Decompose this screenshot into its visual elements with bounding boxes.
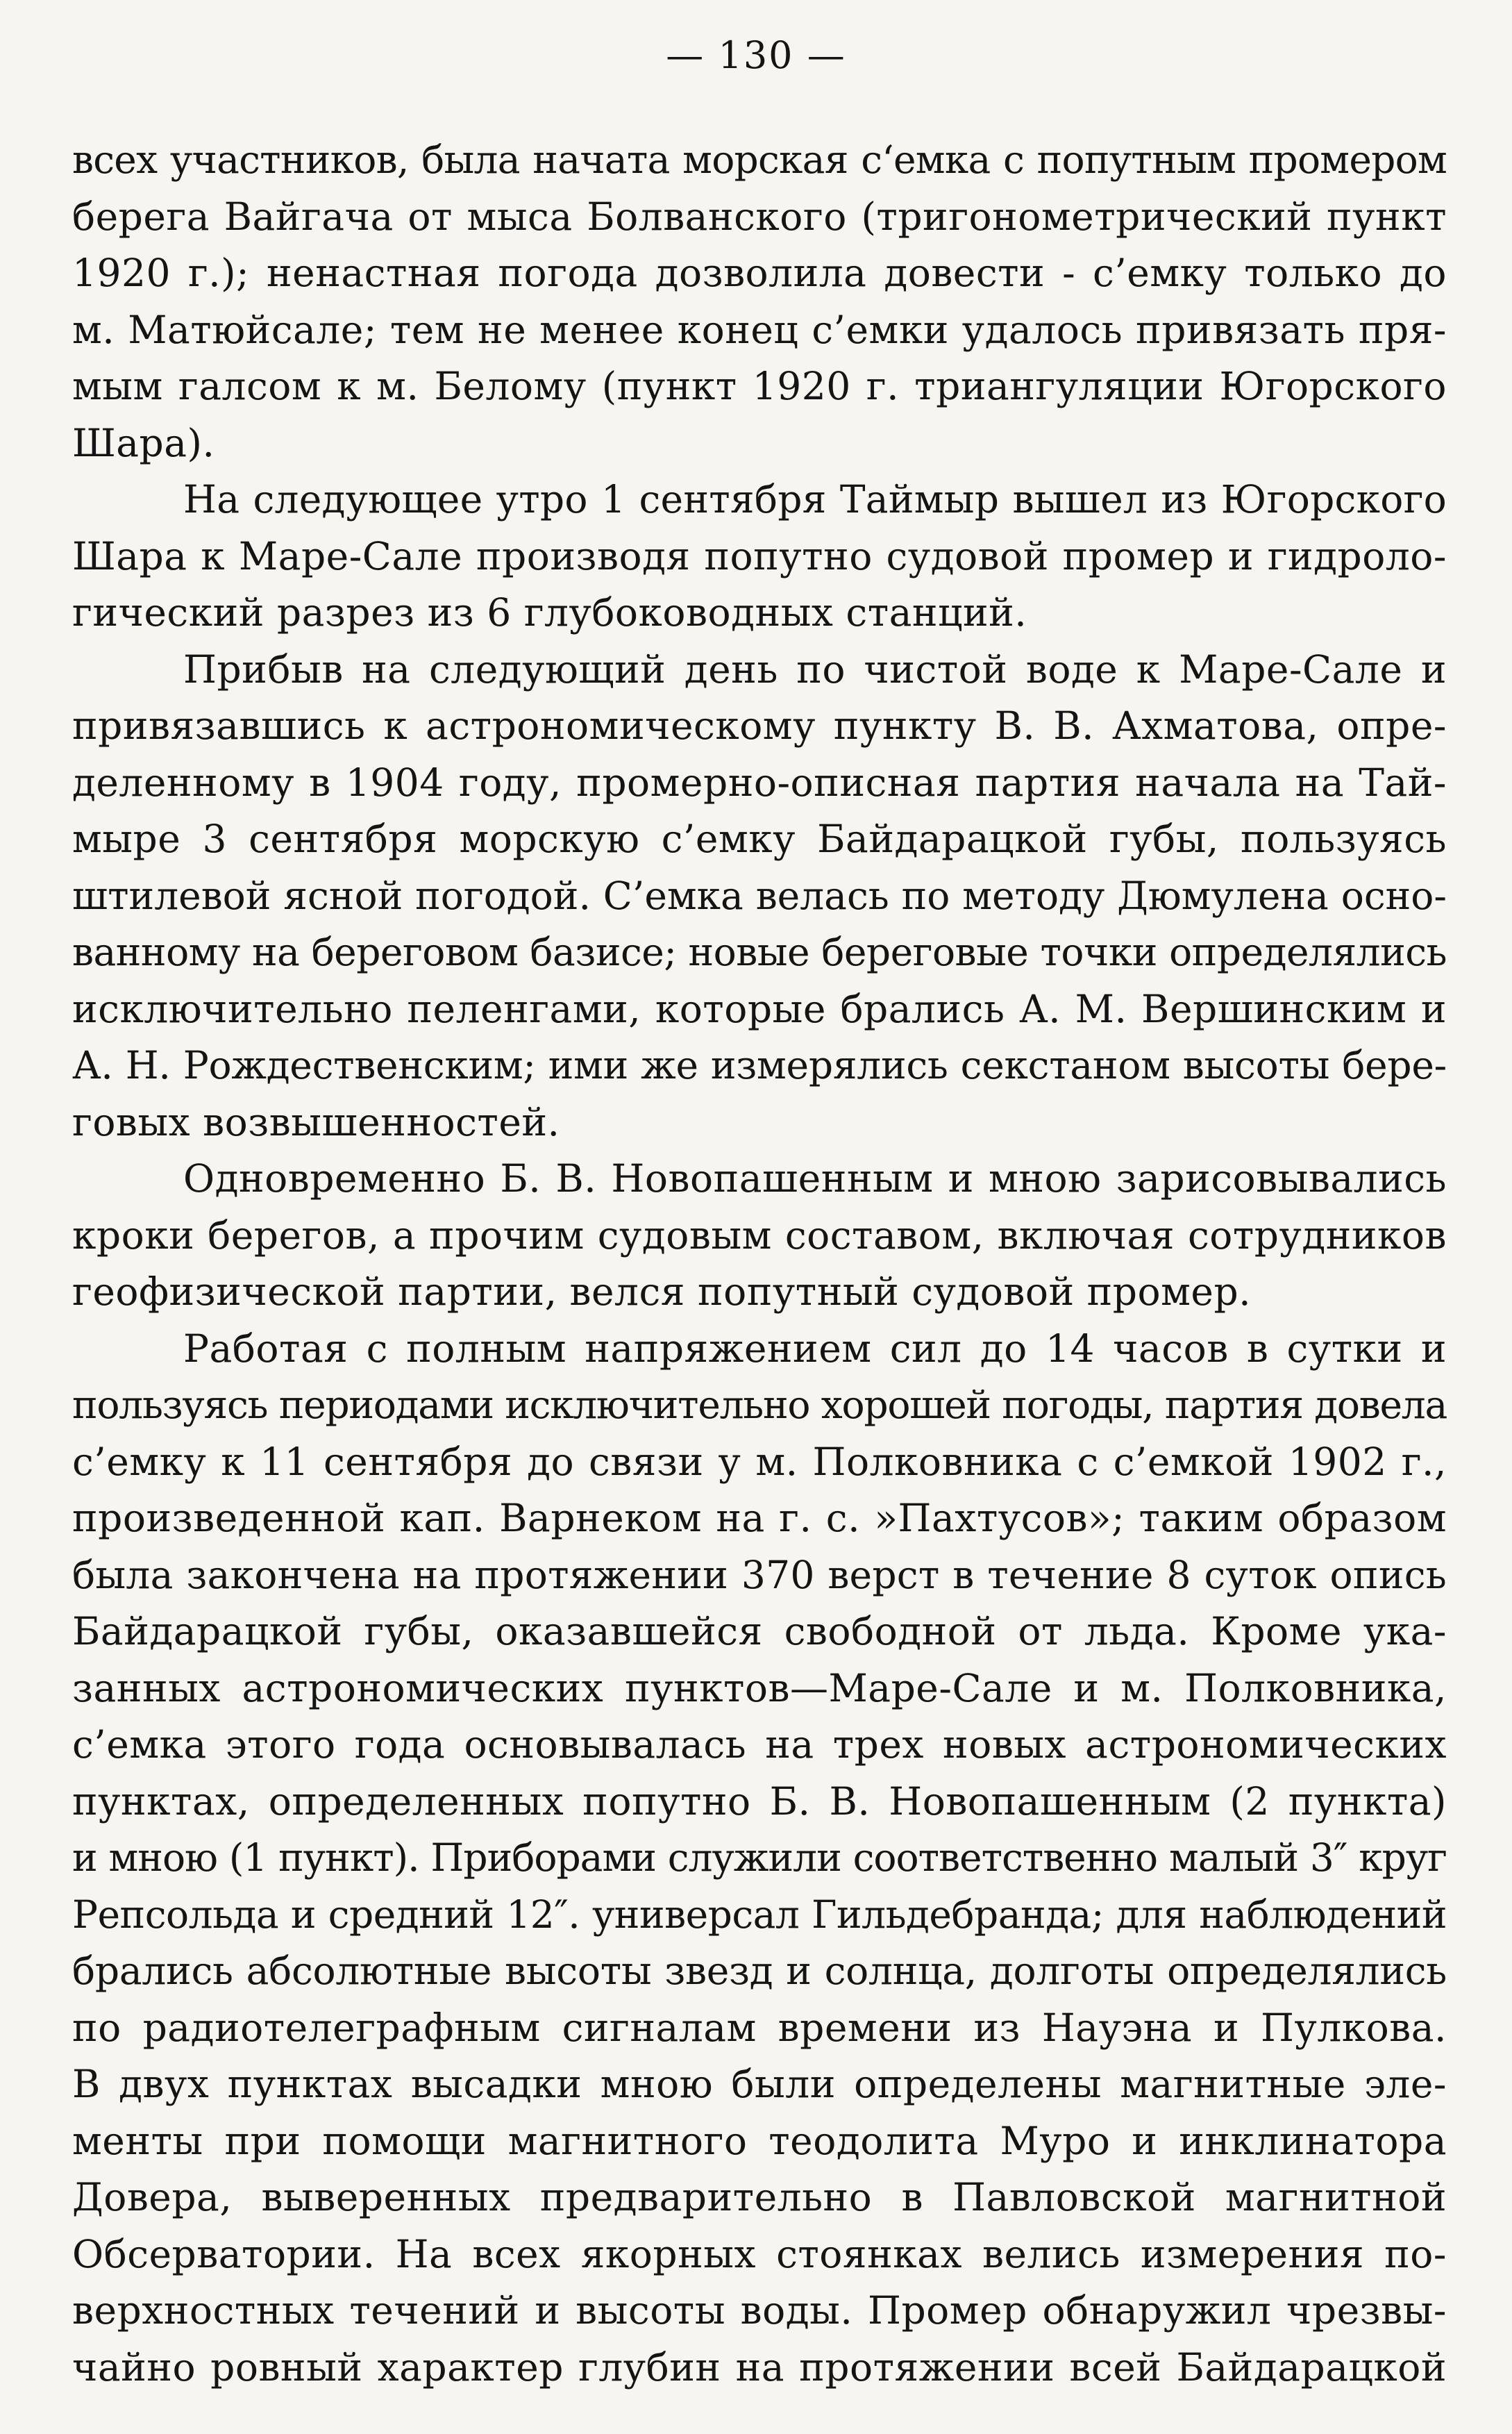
text-line: мыре 3 сентября морскую с’емку Байдарацкой губы, пользуясь bbox=[72, 817, 1447, 861]
text-line: привязавшись к астрономическому пункту В. В. Ахматова, опре- bbox=[72, 703, 1447, 748]
text-line: Работая с полным напряжением сил до 14 часов в сутки и bbox=[183, 1326, 1447, 1371]
text-line: Шара). bbox=[72, 420, 215, 465]
text-line: В двух пунктах высадки мною были определены магнитные эле- bbox=[72, 2062, 1447, 2106]
text-line: всех участников, была начата морская с‘емка с попутным промером bbox=[72, 137, 1447, 182]
text-line: деленному в 1904 году, промерно-описная партия начала на Тай- bbox=[72, 760, 1447, 805]
text-line: Обсерватории. На всех якорных стоянках велись измерения по- bbox=[72, 2231, 1447, 2276]
text-line: А. Н. Рождественским; ими же измерялись секстаном высоты бере- bbox=[72, 1043, 1447, 1087]
text-line: верхностных течений и высоты воды. Промер обнаружил чрезвы- bbox=[72, 2288, 1447, 2333]
text-line: чайно ровный характер глубин на протяжении всей Байдарацкой bbox=[72, 2344, 1447, 2390]
text-line: На следующее утро 1 сентября Таймыр вышел из Югорского bbox=[183, 477, 1447, 522]
text-line: с’емку к 11 сентября до связи у м. Полковника с с’емкой 1902 г., bbox=[72, 1439, 1447, 1484]
text-line: по радиотелеграфным сигналам времени из Науэна и Пулкова. bbox=[72, 2005, 1447, 2050]
text-line: произведенной кап. Варнеком на г. с. »Пахтусов»; таким образом bbox=[72, 1496, 1447, 1540]
text-line: говых возвышенностей. bbox=[72, 1099, 560, 1144]
text-line: Байдарацкой губы, оказавшейся свободной от льда. Кроме ука- bbox=[72, 1609, 1447, 1653]
text-line: берега Вайгача от мыса Болванского (тригонометрический пункт bbox=[72, 194, 1447, 239]
text-line: ванному на береговом базисе; новые береговые точки определялись bbox=[72, 930, 1447, 974]
text-line: штилевой ясной погодой. С’емка велась по методу Дюмулена осно- bbox=[72, 873, 1447, 918]
text-line: кроки берегов, а прочим судовым составом, включая сотрудников bbox=[72, 1212, 1447, 1258]
text-line: исключительно пеленгами, которые брались А. М. Вершинским и bbox=[72, 986, 1447, 1031]
text-line: Шара к Маре-Сале производя попутно судовой промер и гидроло- bbox=[72, 533, 1447, 578]
text-line: менты при помощи магнитного теодолита Муро и инклинатора bbox=[72, 2118, 1447, 2163]
text-line: с’емка этого года основывалась на трех новых астрономических bbox=[72, 1722, 1447, 1767]
text-line: геофизической партии, велся попутный судовой промер. bbox=[72, 1269, 1252, 1314]
text-line: пользуясь периодами исключительно хорошей погоды, партия довела bbox=[72, 1383, 1447, 1427]
body-text bbox=[72, 132, 1447, 2396]
text-line: брались абсолютные высоты звезд и солнца, долготы определялись bbox=[72, 1949, 1447, 1993]
text-line: Репсольда и средний 12″. универсал Гильдебранда; для наблюдений bbox=[72, 1892, 1447, 1937]
text-line: занных астрономических пунктов—Маре-Сале и м. Полковника, bbox=[72, 1665, 1447, 1710]
text-line: Одновременно Б. В. Новопашенным и мною зарисовывались bbox=[183, 1156, 1447, 1201]
text-line: гический разрез из 6 глубоководных станций. bbox=[72, 590, 1027, 635]
text-line: пунктах, определенных попутно Б. В. Новопашенным (2 пункта) bbox=[72, 1778, 1447, 1824]
text-line: была закончена на протяжении 370 верст в течение 8 суток опись bbox=[72, 1552, 1447, 1597]
text-line: Прибыв на следующий день по чистой воде к Маре-Сале и bbox=[183, 647, 1447, 692]
text-line: Довера, выверенных предварительно в Павловской магнитной bbox=[72, 2175, 1447, 2219]
text-line: мым галсом к м. Белому (пункт 1920 г. триангуляции Югорского bbox=[72, 364, 1447, 408]
page-number: — 130 — bbox=[666, 33, 846, 77]
text-line: и мною (1 пункт). Приборами служили соответственно малый 3″ круг bbox=[72, 1835, 1447, 1880]
text-line: 1920 г.); ненастная погода дозволила довести - с’емку только до bbox=[72, 251, 1447, 295]
text-line: м. Матюйсале; тем не менее конец с’емки удалось привязать пря- bbox=[72, 307, 1447, 352]
